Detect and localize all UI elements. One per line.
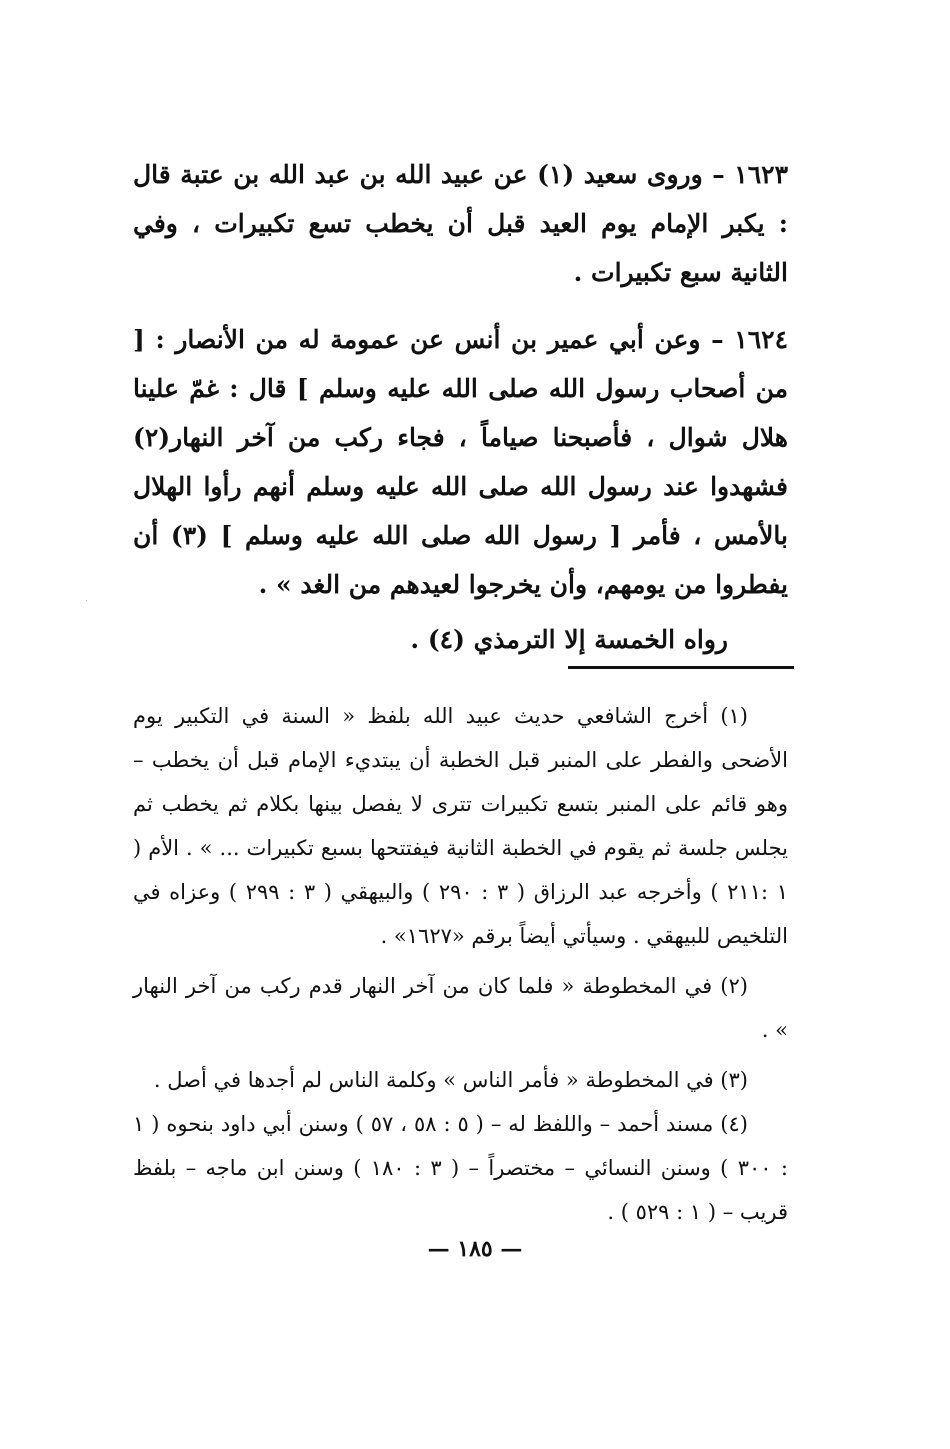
footnotes xyxy=(133,694,788,1234)
scan-speck xyxy=(86,600,87,601)
footnote-2: (٢) في المخطوطة « فلما كان من آخر النهار قدم ركب من آخر النهار » . xyxy=(133,974,788,1042)
footnote-3: (٣) في المخطوطة « فأمر الناس » وكلمة الناس لم أجدها في أصل . xyxy=(153,1068,748,1092)
hadith-source-line: رواه الخمسة إلا الترمذي (٤) . xyxy=(410,625,728,654)
footnote-1: (١) أخرج الشافعي حديث عبيد الله بلفظ « السنة في التكبير يوم الأضحى والفطر على المنبر قبل الخطبة أن يبتديء الإمام قبل أن يخطب – وهو قائم على المنبر بتسع تكبيرات تترى لا يفصل بينها بكلام ثم يخطب ثم يجلس جلسة ثم يقوم في الخطبة الثانية فيفتتحها بسبع تكبيرات ... » . الأم ( ١ :٢١١ ) وأخرجه عبد الرزاق ( ٣ : ٢٩٠ ) والبيهقي ( ٣ : ٢٩٩ ) وعزاه في التلخيص للبيهقي . وسيأتي أيضاً برقم «١٦٢٧» . xyxy=(133,704,788,948)
footnote-4: (٤) مسند أحمد – واللفظ له – ( ٥ : ٥٨ ، ٥٧ ) وسنن أبي داود بنحوه ( ١ : ٣٠٠ ) وسنن النسائي – مختصراً – ( ٣ : ١٨٠ ) وسنن ابن ماجه – بلفظ قريب – ( ١ : ٥٢٩ ) . xyxy=(133,1112,788,1224)
page-number: — ١٨٥ — xyxy=(427,1236,523,1262)
hadith-1624: ١٦٢٤ – وعن أبي عمير بن أنس عن عمومة له من الأنصار : [ من أصحاب رسول الله صلى الله عليه وسلم ] قال : غمّ علينا هلال شوال ، فأصبحنا صياماً ، فجاء ركب من آخر النهار(٢) فشهدوا عند رسول الله صلى الله عليه وسلم أنهم رأوا الهلال بالأمس ، فأمر [ رسول الله صلى الله عليه وسلم ] (٣) أن يفطروا من يومهم، وأن يخرجوا لعيدهم من الغد » . xyxy=(133,325,788,599)
hadith-1623: ١٦٢٣ – وروى سعيد (١) عن عبيد الله بن عبد الله بن عتبة قال : يكبر الإمام يوم العيد قبل أن يخطب تسع تكبيرات ، وفي الثانية سبع تكبيرات . xyxy=(133,160,788,287)
footnote-separator xyxy=(568,666,794,669)
main-text xyxy=(133,150,788,664)
